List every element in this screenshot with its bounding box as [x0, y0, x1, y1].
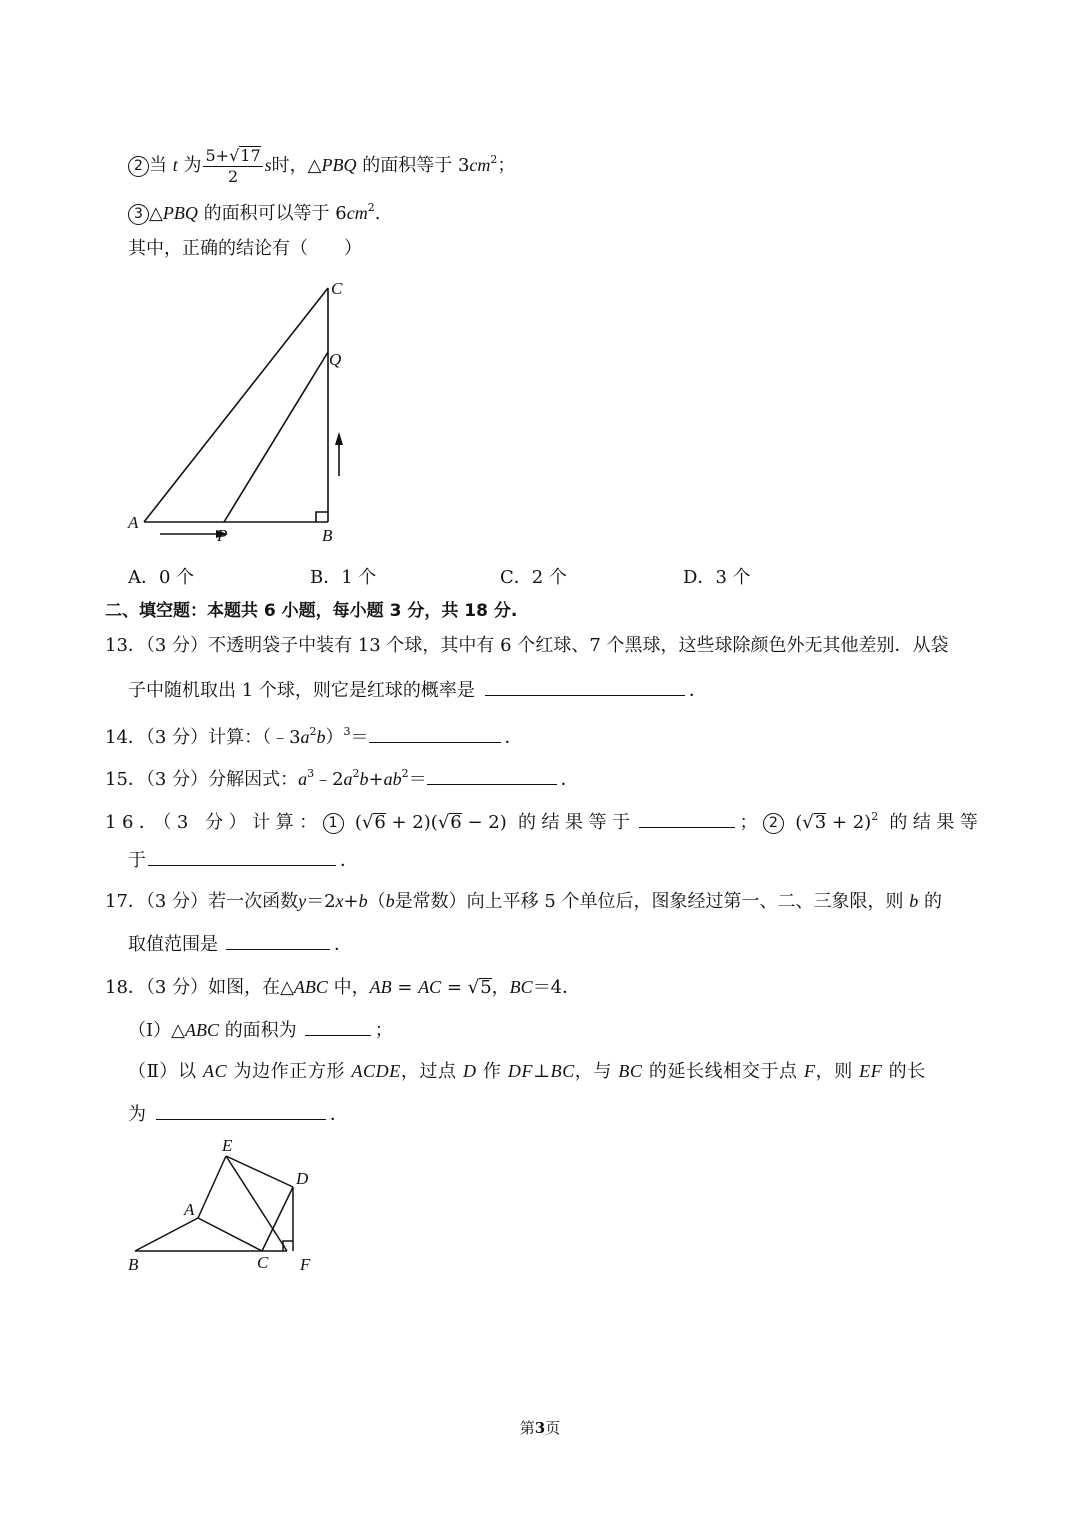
fraction: $\frac{5+√17}{2}$ — [205, 145, 261, 186]
q14: 14．（3 分）计算：$(﹣3a^2b)^3=$ ． — [105, 725, 523, 748]
arrow-up-head — [335, 432, 343, 445]
option-a[interactable]: A．0 个 — [128, 567, 195, 588]
label-b: B — [128, 1255, 139, 1274]
label-c: C — [331, 279, 343, 298]
option-b[interactable]: B．1 个 — [310, 567, 377, 588]
label-d: D — [296, 1169, 309, 1188]
answer-blank-16-2[interactable] — [148, 847, 336, 866]
label-b: B — [322, 526, 333, 545]
answer-blank-14[interactable] — [369, 724, 501, 743]
right-angle-mark — [316, 512, 328, 522]
q16-line2: 于 ． — [128, 847, 358, 873]
answer-blank-15[interactable] — [427, 766, 557, 785]
answer-blank-16-1[interactable] — [639, 809, 735, 828]
label-c: C — [257, 1253, 269, 1272]
q17-line1: 17．（3 分）若一次函数y＝2x+b（b是常数）向上平移 5 个单位后，图象经过第一、二、三象限，则 b 的 — [105, 891, 942, 912]
q13-line2: 子中随机取出 1 个球，则它是红球的概率是 ． — [128, 677, 707, 703]
segment-ac — [144, 288, 328, 522]
q13-line1: 13．（3 分）不透明袋子中装有 13 个球，其中有 6 个红球、7 个黑球，这些球除颜色外无其他差别．从袋 — [105, 635, 949, 656]
q18-part1: （Ⅰ）△ABC 的面积为 ； — [128, 1017, 393, 1043]
answer-blank-18-2[interactable] — [156, 1101, 326, 1120]
label-f: F — [300, 1255, 311, 1274]
segment-ba — [135, 1218, 198, 1251]
label-e: E — [222, 1136, 233, 1155]
label-a: A — [128, 513, 139, 532]
q16-line1: 16．（3 分）计算： 1 (√6 + 2)(√6 − 2) 的结果等于 ； 2 $(√3 + 2)^2$ 的结果等 — [105, 810, 984, 833]
answer-blank-13[interactable] — [485, 677, 685, 696]
segment-ac — [198, 1218, 262, 1251]
page-number: 第3页 — [519, 1419, 561, 1437]
figure-square-acde — [120, 1130, 330, 1280]
label-q: Q — [329, 350, 342, 369]
answer-blank-18-1[interactable] — [305, 1017, 371, 1036]
label-a: A — [184, 1200, 195, 1219]
answer-blank-17[interactable] — [226, 931, 330, 950]
question-tail: 其中，正确的结论有（ ） — [128, 238, 362, 259]
figure-triangle-abc — [120, 275, 360, 550]
statement-2: 2 当 t 为 $\frac{5+√17}{2}$ s时，△PBQ 的面积等于 $3cm^2$； — [128, 140, 515, 187]
q17-line2: 取值范围是 ． — [128, 931, 352, 957]
q18-part2-line2: 为 ． — [128, 1101, 348, 1127]
option-c[interactable]: C．2 个 — [500, 567, 567, 588]
circled-number-3: 3 — [128, 204, 149, 225]
option-d[interactable]: D．3 个 — [683, 567, 751, 588]
label-p: P — [217, 526, 228, 545]
segment-ae — [198, 1156, 226, 1218]
circled-number-2: 2 — [128, 156, 149, 177]
segment-pq — [224, 352, 328, 522]
section-2-header: 二、填空题：本题共 6 小题，每小题 3 分，共 18 分. — [105, 601, 518, 621]
q18-line1: 18．（3 分）如图，在△ABC 中，AB = AC = √5，BC＝4． — [105, 977, 581, 998]
q15: 15．（3 分）分解因式：$a^3﹣2a^2b+ab^2=$ ． — [105, 767, 579, 790]
statement-3: 3 △PBQ 的面积可以等于 $6cm^2$. — [128, 196, 381, 226]
q18-part2: （Ⅱ）以 AC 为边作正方形 ACDE，过点 D 作 DF⊥BC，与 BC 的延长线相交于点 F，则 EF 的长 — [128, 1061, 926, 1082]
